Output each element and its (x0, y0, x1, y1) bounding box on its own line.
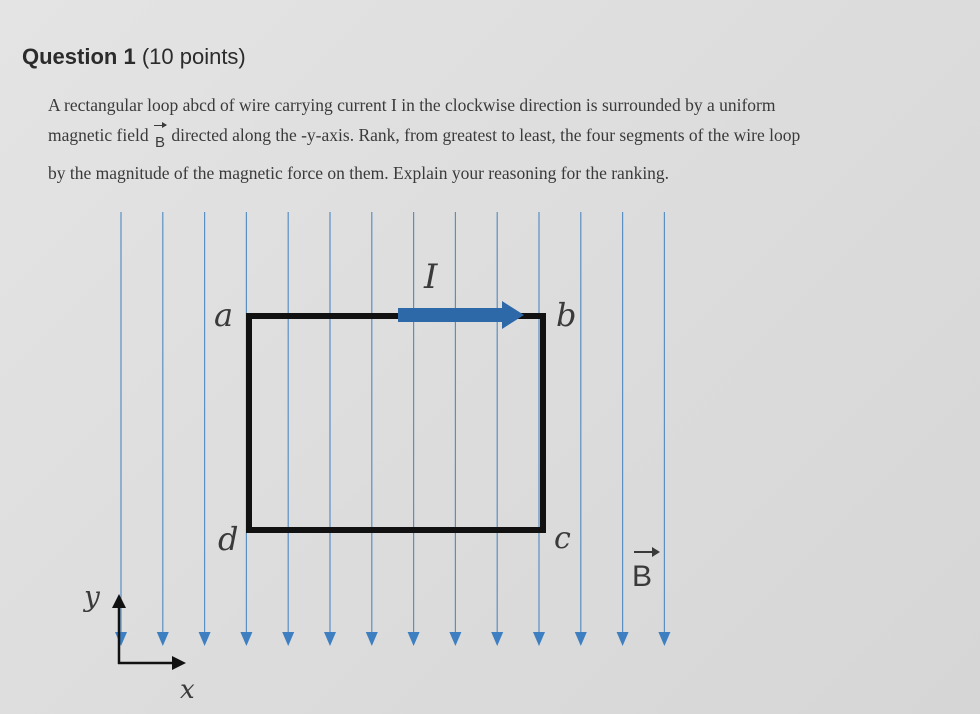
prompt-line-3: by the magnitude of the magnetic force on them. Explain your reasoning for the ranking. (48, 163, 670, 183)
field-label: B (632, 560, 653, 593)
prompt-line-1: A rectangular loop abcd of wire carrying current I in the clockwise direction is surrounded by a uniform (48, 95, 776, 115)
corner-label-a: a (214, 296, 234, 334)
field-arrow-icon (658, 632, 670, 646)
field-arrow-icon (199, 632, 211, 646)
field-label-group (632, 547, 660, 593)
field-arrow-icon (533, 632, 545, 646)
x-axis-arrow-icon (172, 656, 186, 670)
field-vector-arrowhead-icon (652, 547, 660, 557)
x-axis-label: x (180, 675, 195, 705)
current-arrow-shaft (398, 308, 504, 322)
field-arrow-icon (366, 632, 378, 646)
field-arrow-icon (491, 632, 503, 646)
field-arrow-icon (115, 632, 127, 646)
field-arrow-icon (617, 632, 629, 646)
y-axis-arrow-icon (112, 594, 126, 608)
wire-loop (246, 316, 546, 533)
field-arrow-icon (240, 632, 252, 646)
field-arrow-icon (157, 632, 169, 646)
current-label: I (424, 257, 438, 297)
coordinate-axes (82, 580, 195, 705)
corner-label-b: b (556, 296, 577, 334)
current-arrow-head (502, 301, 524, 329)
field-vector-symbol: B (153, 128, 167, 158)
current-arrow-icon (398, 301, 524, 329)
field-arrow-icon (449, 632, 461, 646)
field-arrow-icon (324, 632, 336, 646)
question-title: Question 1 (22, 44, 136, 69)
corner-label-c: c (554, 521, 571, 556)
field-arrow-icon (282, 632, 294, 646)
field-arrow-icon (575, 632, 587, 646)
prompt-line-2-after: directed along the -y-axis. Rank, from greatest to least, the four segments of the wire loop (171, 125, 801, 145)
corner-label-d: d (218, 520, 239, 558)
question-points: (10 points) (141, 44, 246, 69)
prompt-line-2-before: magnetic field (48, 125, 149, 145)
y-axis-label: y (84, 580, 100, 613)
field-arrow-icon (408, 632, 420, 646)
field-lines (115, 212, 670, 646)
